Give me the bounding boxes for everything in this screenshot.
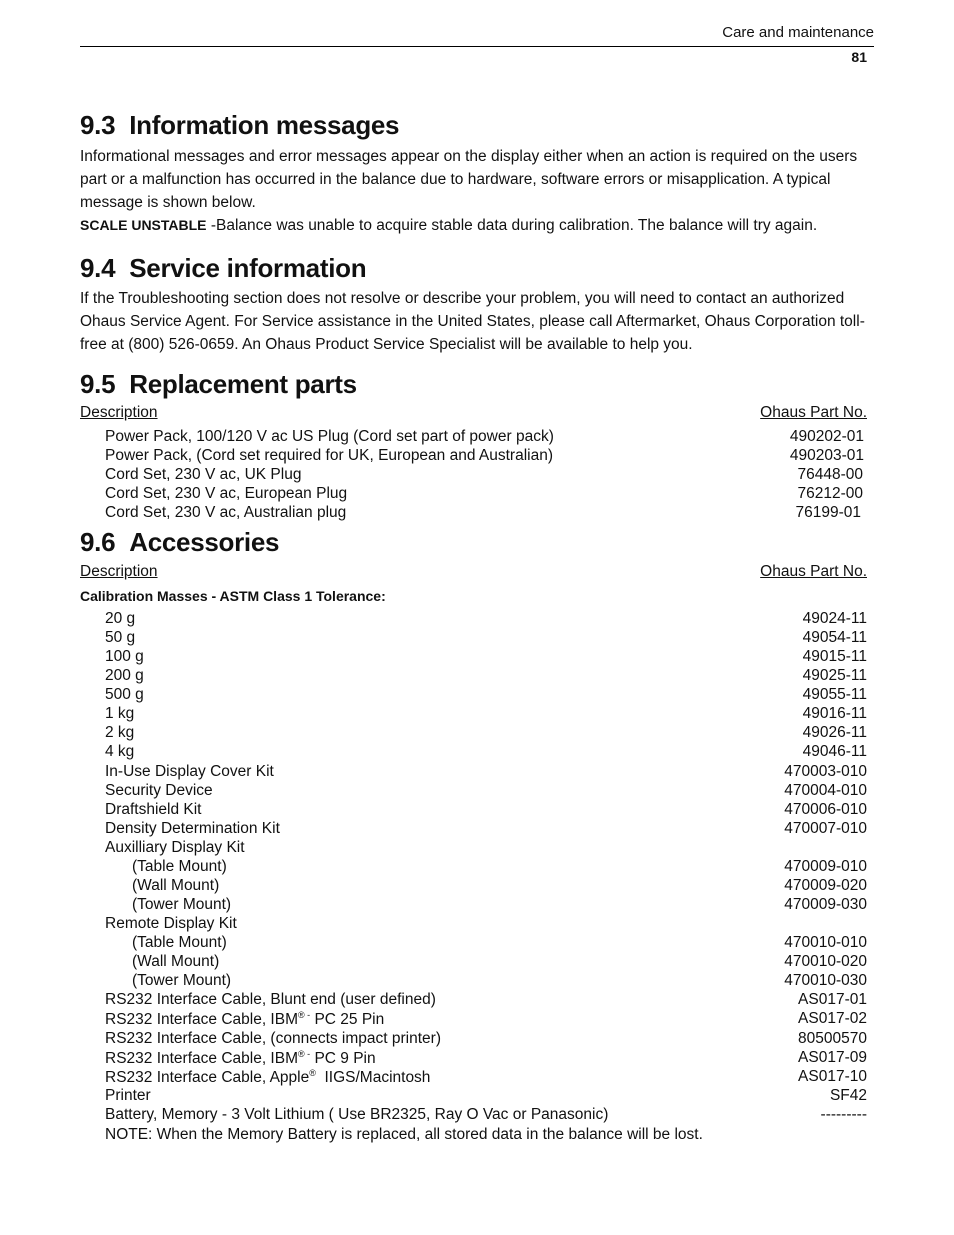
- item-description-text: Draftshield Kit: [105, 800, 202, 818]
- scale-unstable-message: [80, 214, 880, 237]
- list-item: [0, 1010, 954, 1029]
- list-item: [0, 934, 954, 953]
- item-description: [105, 648, 144, 666]
- description-column-header: Description: [80, 404, 158, 421]
- list-item: [0, 447, 954, 466]
- list-item: [0, 782, 954, 801]
- item-description-text: 100 g: [105, 648, 144, 666]
- list-item: [0, 629, 954, 648]
- list-item: [0, 1030, 954, 1049]
- item-part-number: 49026-11: [802, 724, 867, 742]
- list-item: [0, 953, 954, 972]
- item-part-number: 49046-11: [802, 743, 867, 761]
- item-description: [105, 724, 134, 742]
- item-description: [105, 504, 346, 522]
- list-item: [0, 896, 954, 915]
- item-part-number: 76212-00: [797, 485, 863, 502]
- item-description: [105, 915, 237, 933]
- item-description: [105, 1010, 384, 1029]
- item-description-text: (Table Mount): [132, 934, 227, 952]
- list-item: [0, 839, 954, 858]
- item-part-number: AS017-01: [798, 991, 867, 1009]
- section-9-3-paragraph: Informational messages and error messages appear on the display either when an action is required on the users part or a malfunction has occurred in the balance due to hardware, software errors or misapplication. A typical message is shown below.: [80, 148, 858, 211]
- message-label: SCALE UNSTABLE: [80, 217, 207, 233]
- item-description: [132, 934, 227, 952]
- item-part-number: 49025-11: [802, 667, 867, 685]
- list-item: [0, 705, 954, 724]
- item-part-number: 49055-11: [802, 686, 867, 704]
- item-part-number: 470004-010: [784, 781, 867, 799]
- item-description: [105, 466, 301, 484]
- item-description: [105, 801, 201, 819]
- item-description: [105, 763, 274, 781]
- item-description-text: In-Use Display Cover Kit: [105, 762, 274, 780]
- item-part-number: 470010-010: [784, 934, 867, 952]
- list-item: [0, 991, 954, 1010]
- item-part-number: 490202-01: [789, 428, 864, 445]
- item-description-suffix: PC 9 Pin: [310, 1049, 376, 1067]
- item-description: [105, 1049, 376, 1068]
- item-description: [105, 447, 553, 465]
- list-item: [0, 801, 954, 820]
- item-description-text: Cord Set, 230 V ac, Australian plug: [105, 504, 347, 521]
- item-part-number: AS017-09: [798, 1048, 867, 1066]
- page-number: 81: [851, 49, 867, 65]
- item-description: [105, 820, 280, 838]
- item-description-text: Cord Set, 230 V ac, European Plug: [105, 485, 348, 502]
- item-description: [132, 953, 219, 971]
- list-item: [0, 686, 954, 705]
- battery-note: NOTE: When the Memory Battery is replaced, all stored data in the balance will be lost.: [105, 1126, 703, 1143]
- list-item: [0, 1106, 954, 1125]
- description-column-header: Description: [80, 563, 158, 580]
- item-description-text: Auxilliary Display Kit: [105, 838, 245, 856]
- item-description-text: RS232 Interface Cable, IBM: [105, 1049, 298, 1067]
- item-part-number: SF42: [829, 1086, 867, 1104]
- list-item: [0, 428, 954, 447]
- list-item: [0, 972, 954, 991]
- item-part-number: 470003-010: [784, 762, 867, 780]
- part-number-column-header: Ohaus Part No.: [760, 404, 867, 421]
- registered-mark: ® -: [298, 1048, 311, 1059]
- list-item: [0, 820, 954, 839]
- item-description: [105, 667, 144, 685]
- item-description-suffix: IIGS/Macintosh: [315, 1068, 431, 1086]
- item-description-text: Power Pack, (Cord set required for UK, European and Australian): [105, 447, 554, 464]
- part-number-column-header: Ohaus Part No.: [760, 563, 867, 580]
- item-part-number: 49016-11: [802, 705, 867, 723]
- item-description-text: (Table Mount): [132, 857, 227, 875]
- section-9-6-heading: [80, 527, 279, 558]
- list-item: [0, 648, 954, 667]
- item-description: [105, 743, 134, 761]
- section-9-3-heading: [80, 110, 399, 141]
- item-description: [132, 858, 227, 876]
- list-item: [0, 877, 954, 896]
- item-description-text: Security Device: [105, 781, 213, 799]
- item-part-number: 80500570: [798, 1029, 867, 1047]
- section-title: Replacement parts: [129, 369, 357, 399]
- item-description-text: Printer: [105, 1086, 151, 1104]
- item-description-text: (Wall Mount): [132, 953, 220, 971]
- item-description-text: (Tower Mount): [132, 896, 232, 914]
- list-item: [0, 1049, 954, 1068]
- registered-mark: ® -: [298, 1010, 311, 1021]
- item-part-number: AS017-10: [798, 1067, 867, 1085]
- item-description-text: RS232 Interface Cable, Apple: [105, 1068, 310, 1086]
- calibration-masses-subheading: Calibration Masses - ASTM Class 1 Tolerance:: [80, 588, 386, 604]
- section-number: 9.5: [80, 369, 116, 399]
- item-part-number: 470009-020: [784, 876, 867, 894]
- item-part-number: 49024-11: [802, 610, 867, 627]
- item-part-number: ---------: [820, 1105, 867, 1123]
- list-item: [0, 610, 954, 629]
- item-description-text: Density Determination Kit: [105, 819, 280, 837]
- list-item: [0, 504, 954, 523]
- item-description-text: Remote Display Kit: [105, 915, 237, 933]
- item-description-text: (Wall Mount): [132, 876, 220, 894]
- item-part-number: 49015-11: [802, 648, 867, 666]
- item-description: [132, 877, 219, 895]
- list-item: [0, 763, 954, 782]
- message-text: -Balance was unable to acquire stable data during calibration. The balance will try again.: [206, 217, 818, 234]
- item-part-number: AS017-02: [798, 1010, 867, 1028]
- item-description-text: 200 g: [105, 667, 144, 685]
- item-description: [105, 629, 135, 647]
- item-part-number: 76199-01: [795, 504, 861, 521]
- list-item: [0, 915, 954, 934]
- item-part-number: 470010-020: [784, 953, 867, 971]
- item-description-text: Power Pack, 100/120 V ac US Plug (Cord set part of power pack): [105, 428, 554, 445]
- item-part-number: 49054-11: [802, 629, 867, 647]
- list-item: [0, 667, 954, 686]
- item-part-number: 470009-030: [784, 896, 867, 914]
- section-9-5-heading: [80, 369, 357, 400]
- item-description-text: RS232 Interface Cable, IBM: [105, 1011, 298, 1029]
- item-description-text: 50 g: [105, 629, 136, 647]
- section-number: 9.3: [80, 110, 116, 140]
- item-description: [105, 1087, 151, 1105]
- item-part-number: 76448-00: [797, 466, 863, 483]
- list-item: [0, 858, 954, 877]
- item-description: [105, 991, 436, 1009]
- item-description: [105, 705, 134, 723]
- list-item: [0, 466, 954, 485]
- item-description: [105, 686, 144, 704]
- registered-mark: ®: [309, 1067, 316, 1078]
- section-title: Service information: [129, 253, 367, 283]
- item-description: [105, 782, 213, 800]
- item-part-number: 470006-010: [784, 800, 867, 818]
- item-description-text: RS232 Interface Cable, Blunt end (user defined): [105, 991, 436, 1009]
- item-part-number: 470010-030: [784, 972, 867, 990]
- list-item: [0, 485, 954, 504]
- item-part-number: 470007-010: [784, 819, 867, 837]
- section-9-4-paragraph: If the Troubleshooting section does not resolve or describe your problem, you will need to contact an authorized Ohaus Service Agent. For Service assistance in the United States, please call Aftermarket, Ohaus Corporation toll-free at (800) 526-0659. An Ohaus Product Service Specialist will be available to help you.: [80, 290, 865, 353]
- item-description: [105, 1106, 608, 1124]
- item-description: [132, 972, 231, 990]
- list-item: [0, 743, 954, 762]
- item-description-suffix: PC 25 Pin: [310, 1011, 385, 1029]
- item-description-text: Cord Set, 230 V ac, UK Plug: [105, 466, 302, 483]
- section-title: Accessories: [129, 527, 280, 557]
- item-description-text: 1 kg: [105, 705, 135, 723]
- section-number: 9.6: [80, 527, 116, 557]
- section-title: Information messages: [129, 110, 400, 140]
- list-item: [0, 724, 954, 743]
- item-description-text: Battery, Memory - 3 Volt Lithium ( Use BR2325, Ray O Vac or Panasonic): [105, 1105, 609, 1123]
- item-description-text: 20 g: [105, 610, 136, 627]
- item-description-text: 2 kg: [105, 724, 135, 742]
- item-description: [105, 428, 554, 446]
- item-description: [105, 610, 135, 628]
- item-description-text: (Tower Mount): [132, 972, 232, 990]
- section-9-4-heading: [80, 253, 366, 284]
- item-description: [105, 1030, 441, 1048]
- item-description-text: 4 kg: [105, 743, 135, 761]
- item-part-number: 490203-01: [789, 447, 864, 464]
- item-part-number: 470009-010: [784, 857, 867, 875]
- item-description: [105, 839, 245, 857]
- header-rule: [80, 46, 874, 47]
- item-description: [105, 1068, 430, 1087]
- item-description-text: RS232 Interface Cable, (connects impact printer): [105, 1029, 441, 1047]
- item-description: [105, 485, 347, 503]
- item-description: [132, 896, 231, 914]
- list-item: [0, 1068, 954, 1087]
- section-number: 9.4: [80, 253, 116, 283]
- list-item: [0, 1087, 954, 1106]
- item-description-text: 500 g: [105, 686, 144, 704]
- running-header: Care and maintenance: [722, 24, 874, 41]
